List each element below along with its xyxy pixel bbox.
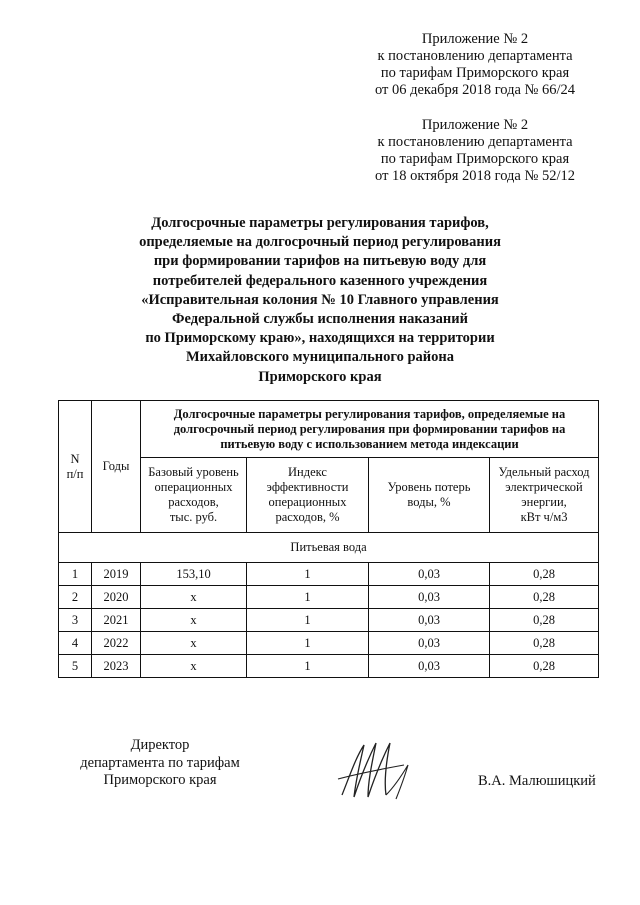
cell-number: 2 bbox=[59, 586, 92, 609]
title-line: определяемые на долгосрочный период регулирования bbox=[139, 234, 501, 251]
document-title bbox=[110, 214, 530, 387]
appendix-1-line: от 06 декабря 2018 года № 66/24 bbox=[374, 82, 576, 98]
title-line: Долгосрочные параметры регулирования тарифов, bbox=[151, 215, 489, 231]
cell-number: 5 bbox=[59, 655, 92, 678]
cell-water-loss: 0,03 bbox=[369, 655, 490, 678]
title-line: при формировании тарифов на питьевую воду для bbox=[153, 253, 487, 270]
cell-year: 2020 bbox=[92, 586, 141, 609]
title-line: «Исправительная колония № 10 Главного управления bbox=[141, 291, 499, 308]
cell-base-expenses: x bbox=[141, 586, 247, 609]
cell-year: 2021 bbox=[92, 609, 141, 632]
cell-energy-consumption: 0,28 bbox=[490, 609, 599, 632]
signatory-position-line: Директор bbox=[130, 737, 190, 753]
title-line: Приморского края bbox=[258, 368, 382, 385]
cell-base-expenses: x bbox=[141, 609, 247, 632]
title-line: потребителей федерального казенного учреждения bbox=[152, 272, 488, 289]
subheader-line: эффективности bbox=[266, 480, 349, 494]
appendix-header-1 bbox=[360, 31, 590, 99]
cell-efficiency-index: 1 bbox=[247, 586, 369, 609]
column-header-number bbox=[59, 401, 92, 533]
cell-water-loss: 0,03 bbox=[369, 563, 490, 586]
signatory-name: В.А. Малюшицкий bbox=[478, 773, 596, 789]
column-header-years: Годы bbox=[92, 401, 141, 533]
handwritten-signature bbox=[330, 735, 420, 805]
cell-efficiency-index: 1 bbox=[247, 609, 369, 632]
table-row bbox=[59, 632, 599, 655]
title-line: по Приморскому краю», находящихся на территории bbox=[145, 330, 495, 347]
appendix-2-line: к постановлению департамента bbox=[377, 134, 573, 150]
signatory-position-line: Приморского края bbox=[103, 772, 217, 788]
cell-year: 2022 bbox=[92, 632, 141, 655]
cell-water-loss: 0,03 bbox=[369, 632, 490, 655]
appendix-1-line: Приложение № 2 bbox=[421, 31, 529, 47]
appendix-2-line: от 18 октября 2018 года № 52/12 bbox=[375, 168, 575, 184]
cell-number: 3 bbox=[59, 609, 92, 632]
subheader-line: Индекс bbox=[288, 465, 327, 479]
cell-energy-consumption: 0,28 bbox=[490, 586, 599, 609]
cell-energy-consumption: 0,28 bbox=[490, 563, 599, 586]
title-line: Михайловского муниципального района bbox=[186, 349, 454, 366]
column-header-number-line: п/п bbox=[66, 466, 84, 481]
table-row bbox=[59, 609, 599, 632]
appendix-1-line: по тарифам Приморского края bbox=[380, 65, 570, 81]
table-row bbox=[59, 563, 599, 586]
cell-number: 4 bbox=[59, 632, 92, 655]
cell-number: 1 bbox=[59, 563, 92, 586]
subheader-line: электрической bbox=[505, 480, 583, 494]
group-header bbox=[141, 401, 599, 458]
column-header-base-expenses bbox=[141, 458, 247, 533]
cell-energy-consumption: 0,28 bbox=[490, 632, 599, 655]
subheader-line: Базовый уровень bbox=[148, 465, 239, 479]
cell-efficiency-index: 1 bbox=[247, 632, 369, 655]
cell-water-loss: 0,03 bbox=[369, 586, 490, 609]
subheader-line: кВт ч/м3 bbox=[520, 510, 568, 524]
group-header-text: Долгосрочные параметры регулирования тарифов, определяемые на долгосрочный период регулирования при формировании тарифов на питьевую воду с использованием метода индексации bbox=[173, 406, 566, 451]
cell-efficiency-index: 1 bbox=[247, 655, 369, 678]
table-row bbox=[59, 655, 599, 678]
section-drinking-water: Питьевая вода bbox=[59, 533, 599, 563]
subheader-line: воды, % bbox=[407, 495, 451, 509]
cell-efficiency-index: 1 bbox=[247, 563, 369, 586]
cell-energy-consumption: 0,28 bbox=[490, 655, 599, 678]
cell-year: 2023 bbox=[92, 655, 141, 678]
cell-base-expenses: x bbox=[141, 632, 247, 655]
column-header-efficiency-index bbox=[247, 458, 369, 533]
subheader-line: операционных bbox=[268, 495, 347, 509]
cell-base-expenses: 153,10 bbox=[141, 563, 247, 586]
column-header-energy-consumption bbox=[490, 458, 599, 533]
cell-base-expenses: x bbox=[141, 655, 247, 678]
subheader-line: операционных bbox=[154, 480, 233, 494]
appendix-2-line: Приложение № 2 bbox=[421, 117, 529, 133]
signatory-position-line: департамента по тарифам bbox=[80, 754, 240, 771]
subheader-line: расходов, bbox=[168, 495, 219, 509]
appendix-1-line: к постановлению департамента bbox=[377, 48, 573, 64]
subheader-line: тыс. руб. bbox=[169, 510, 218, 524]
appendix-2-line: по тарифам Приморского края bbox=[380, 151, 570, 167]
subheader-line: энергии, bbox=[521, 495, 567, 509]
cell-year: 2019 bbox=[92, 563, 141, 586]
title-line: Федеральной службы исполнения наказаний bbox=[172, 311, 468, 328]
signatory-position bbox=[70, 737, 250, 790]
column-header-water-loss bbox=[369, 458, 490, 533]
table-row bbox=[59, 586, 599, 609]
subheader-line: Удельный расход bbox=[498, 465, 590, 479]
subheader-line: Уровень потерь bbox=[387, 480, 471, 494]
column-header-number-line: N bbox=[70, 451, 80, 466]
cell-water-loss: 0,03 bbox=[369, 609, 490, 632]
appendix-header-2 bbox=[360, 117, 590, 185]
subheader-line: расходов, % bbox=[275, 510, 340, 524]
tariff-parameters-table bbox=[58, 400, 599, 678]
